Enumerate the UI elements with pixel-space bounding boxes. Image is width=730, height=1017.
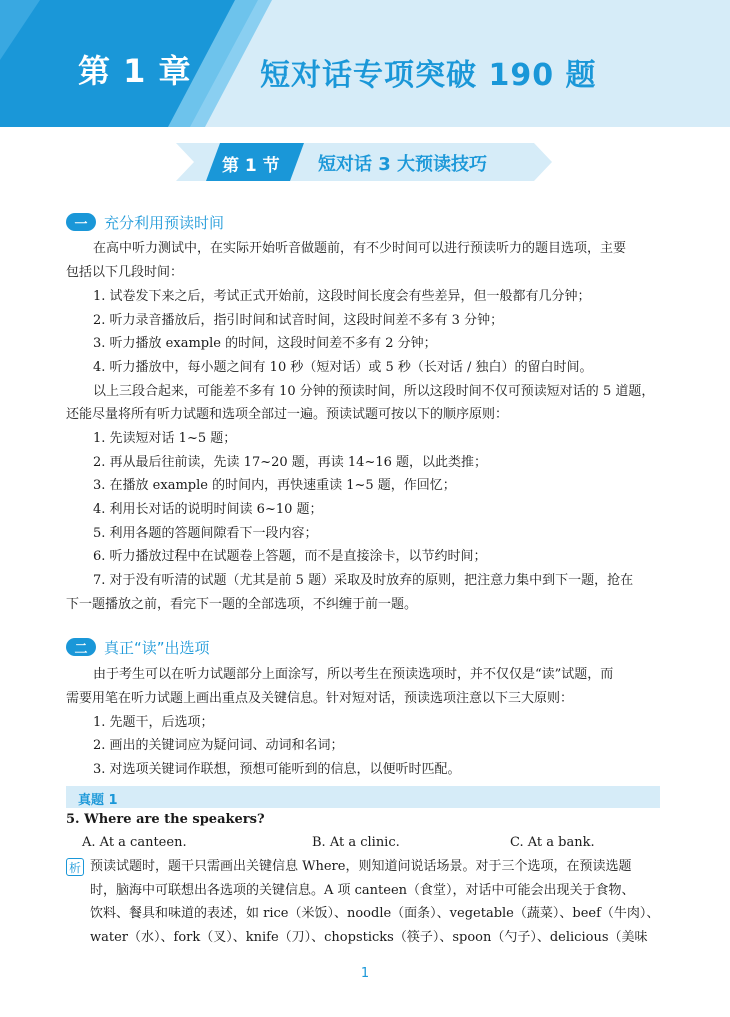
option-c: C. At a bank. xyxy=(510,835,595,850)
list-item: 3. 对选项关键词作联想，预想可能听到的信息，以便听时匹配。 xyxy=(93,762,461,777)
list-item: 2. 再从最后往前读，先读 17~20 题，再读 14~16 题，以此类推； xyxy=(93,455,488,470)
exam-label: 真题 1 xyxy=(78,793,118,808)
part2-badge: 二 xyxy=(66,638,96,656)
paragraph-line: 还能尽量将所有听力试题和选项全部过一遍。预读试题可按以下的顺序原则： xyxy=(66,407,509,422)
analysis-icon: 析 xyxy=(66,858,84,876)
list-item: 2. 听力录音播放后，指引时间和试音时间，这段时间差不多有 3 分钟； xyxy=(93,313,504,328)
option-a: A. At a canteen. xyxy=(82,835,187,850)
part1-heading xyxy=(66,211,224,233)
list-item: 4. 利用长对话的说明时间读 6~10 题； xyxy=(93,502,323,517)
analysis-line: 预读试题时，题干只需画出关键信息 Where，则知道问说话场景。对于三个选项，在预读选题 xyxy=(90,859,632,874)
list-item: 3. 听力播放 example 的时间，这段时间差不多有 2 分钟； xyxy=(93,336,437,351)
list-item: 1. 试卷发下来之后，考试正式开始前，这段时间长度会有些差异，但一般都有几分钟； xyxy=(93,289,591,304)
chapter-title: 短对话专项突破 190 题 xyxy=(260,58,597,93)
page-number: 1 xyxy=(360,966,370,981)
paragraph-line: 包括以下几段时间： xyxy=(66,265,184,280)
list-item: 7. 对于没有听清的试题（尤其是前 5 题）采取及时放弃的原则，把注意力集中到下一题，抢在 xyxy=(93,573,634,588)
section-banner xyxy=(176,143,552,181)
list-item: 1. 先题干，后选项； xyxy=(93,715,214,730)
part2-heading xyxy=(66,636,210,658)
section-number: 第 1 节 xyxy=(222,156,280,176)
paragraph-line: 由于考生可以在听力试题部分上面涂写，所以考生在预读选项时，并不仅仅是“读”试题，而 xyxy=(93,667,614,682)
exam-question: 5. Where are the speakers? xyxy=(66,812,265,827)
analysis-line: 时，脑海中可联想出各选项的关键信息。A 项 canteen（食堂），对话中可能会出现关于食物、 xyxy=(90,883,635,898)
list-item: 6. 听力播放过程中在试题卷上答题，而不是直接涂卡，以节约时间； xyxy=(93,549,487,564)
list-item: 5. 利用各题的答题间隙看下一段内容； xyxy=(93,526,318,541)
chapter-header xyxy=(0,0,730,127)
list-item: 4. 听力播放中，每小题之间有 10 秒（短对话）或 5 秒（长对话 / 独白）的留白时间。 xyxy=(93,360,593,375)
part1-badge: 一 xyxy=(66,213,96,231)
list-item: 下一题播放之前，看完下一题的全部选项，不纠缠于前一题。 xyxy=(66,597,418,612)
list-item: 3. 在播放 example 的时间内，再快速重读 1~5 题，作回忆； xyxy=(93,478,456,493)
list-item: 2. 画出的关键词应为疑问词、动词和名词； xyxy=(93,738,344,753)
analysis-line: 饮料、餐具和味道的表述，如 rice（米饭）、noodle（面条）、vegetable（蔬菜）、beef（牛肉）、 xyxy=(90,906,660,921)
section-title: 短对话 3 大预读技巧 xyxy=(318,154,488,175)
paragraph-line: 在高中听力测试中，在实际开始听音做题前，有不少时间可以进行预读听力的题目选项，主要 xyxy=(93,241,627,256)
list-item: 1. 先读短对话 1~5 题； xyxy=(93,431,237,446)
chapter-number: 第 1 章 xyxy=(78,52,192,90)
paragraph-line: 以上三段合起来，可能差不多有 10 分钟的预读时间，所以这段时间不仅可预读短对话的 5 道题， xyxy=(93,384,655,399)
part1-title: 充分利用预读时间 xyxy=(104,213,225,232)
analysis-line: water（水）、fork（叉）、knife（刀）、chopsticks（筷子）、spoon（勺子）、delicious（美味 xyxy=(90,930,648,945)
part2-title: 真正“读”出选项 xyxy=(104,638,210,657)
exam-label-bar xyxy=(66,786,660,808)
paragraph-line: 需要用笔在听力试题上画出重点及关键信息。针对短对话，预读选项注意以下三大原则： xyxy=(66,691,574,706)
option-b: B. At a clinic. xyxy=(312,835,400,850)
